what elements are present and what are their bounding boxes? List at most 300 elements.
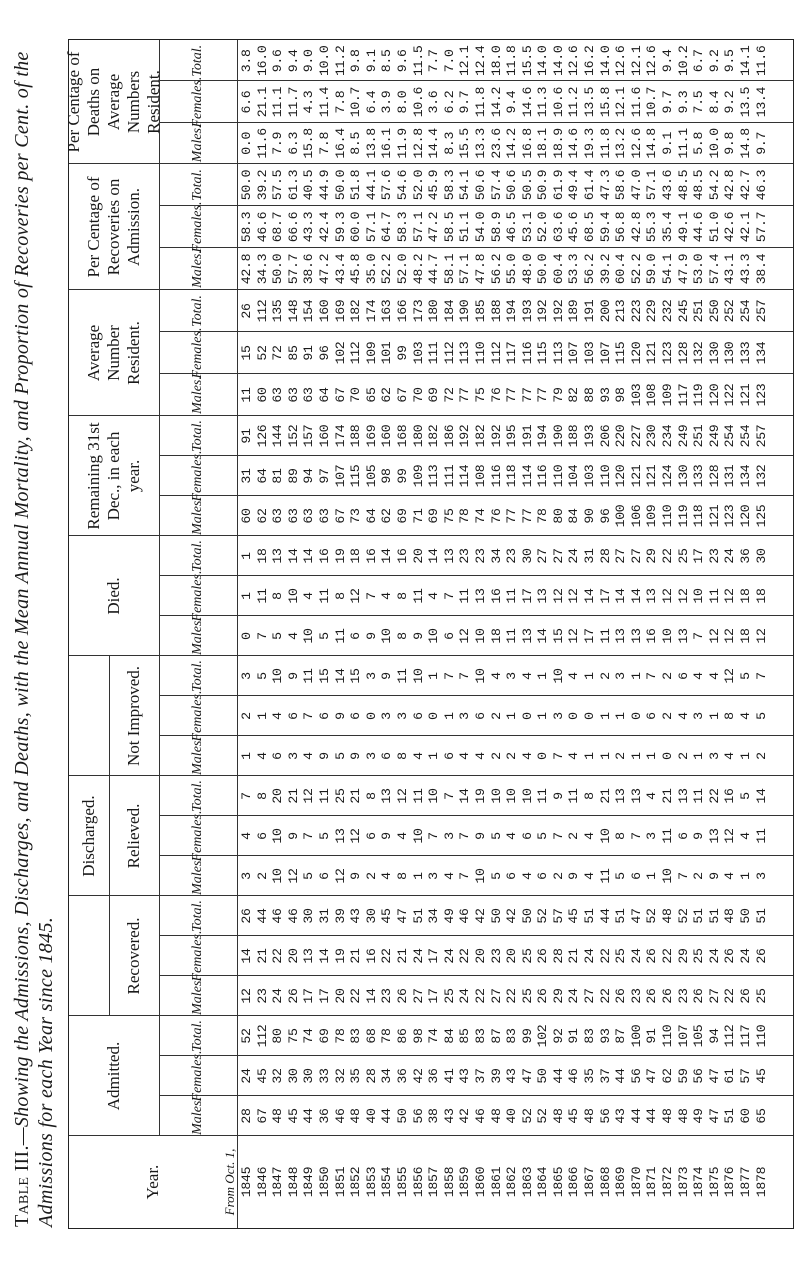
header-relieved: Relieved.: [124, 803, 143, 869]
table-cell: 43: [457, 1068, 473, 1084]
table-cell: 27: [535, 548, 551, 564]
table-cell: 42: [504, 908, 520, 924]
subheader-females: Females.: [190, 327, 205, 379]
table-cell: 47: [394, 908, 410, 924]
table-cell: 125: [753, 504, 769, 528]
table-cell: 18.1: [535, 128, 551, 159]
table-cell: 105: [363, 464, 379, 488]
table-cell: 48: [582, 1108, 598, 1124]
table-cell: 9.7: [753, 131, 769, 155]
table-cell: 54.1: [457, 169, 473, 201]
table-cell: 75: [441, 508, 457, 524]
subheader-total: Total.: [190, 780, 205, 812]
table-cell: 52: [254, 345, 270, 361]
table-cell: 108: [472, 464, 488, 488]
table-cell: 52: [675, 908, 691, 924]
table-cell: 18: [348, 548, 364, 564]
table-cell: 9.4: [504, 90, 520, 114]
table-cell: 58.9: [488, 211, 504, 243]
table-cell: 220: [613, 424, 629, 448]
table-cell: 46.5: [504, 211, 520, 243]
table-cell: 113: [550, 341, 566, 365]
table-cell: 52: [519, 1108, 535, 1124]
column-ni-t: [239, 656, 789, 696]
table-cell: 7: [239, 792, 254, 800]
table-cell: 160: [316, 424, 332, 448]
table-cell: 116: [535, 464, 551, 488]
table-cell: 25: [519, 948, 535, 964]
table-cell: 77: [457, 387, 473, 403]
table-cell: 133: [738, 341, 753, 365]
table-cell: 91: [239, 428, 254, 444]
table-cell: 120: [628, 341, 644, 365]
table-cell: 8: [254, 792, 270, 800]
table-cell: 12.6: [566, 45, 582, 76]
table-cell: 13: [270, 548, 286, 564]
year-cell: 1846: [254, 1166, 270, 1198]
table-cell: 10: [472, 628, 488, 644]
table-cell: 76: [488, 387, 504, 403]
table-cell: 73: [348, 508, 364, 524]
table-caption: [10, 37, 58, 1227]
table-cell: 30: [363, 908, 379, 924]
table-cell: 22: [722, 988, 738, 1004]
table-cell: 14.2: [488, 86, 504, 118]
table-cell: 121: [738, 383, 753, 407]
table-cell: 24: [410, 948, 426, 964]
table-cell: 77: [519, 387, 535, 403]
table-cell: 154: [301, 299, 317, 323]
table-cell: 81: [270, 468, 286, 484]
year-cell: 1855: [394, 1166, 410, 1198]
table-cell: 27: [628, 548, 644, 564]
table-cell: 39: [332, 908, 348, 924]
header-admitted: Admitted.: [104, 1041, 123, 1111]
table-cell: 8.4: [706, 90, 722, 114]
table-cell: 78: [457, 508, 473, 524]
table-cell: 0: [660, 752, 676, 760]
table-cell: 9.7: [660, 90, 676, 114]
table-cell: 16: [316, 548, 332, 564]
table-cell: 168: [394, 424, 410, 448]
table-cell: 114: [519, 464, 535, 488]
table-cell: 252: [722, 299, 738, 323]
table-cell: 193: [582, 424, 598, 448]
table-cell: 77: [504, 508, 520, 524]
subheader-males: Males.: [190, 250, 205, 288]
table-cell: 26: [613, 988, 629, 1004]
table-cell: 50.5: [519, 169, 535, 201]
table-cell: 7: [691, 632, 707, 640]
column-rec-f: [239, 936, 789, 976]
table-cell: 1: [582, 752, 598, 760]
table-cell: 50: [488, 908, 504, 924]
table-cell: 49.4: [566, 169, 582, 201]
table-cell: 24: [566, 548, 582, 564]
table-cell: 192: [457, 424, 473, 448]
table-cell: 11: [706, 588, 722, 604]
table-cell: 4: [379, 592, 395, 600]
table-cell: 13: [441, 548, 457, 564]
table-cell: 38: [426, 1108, 442, 1124]
table-cell: 7: [441, 592, 457, 600]
table-cell: 110: [550, 464, 566, 488]
table-cell: 23: [675, 988, 691, 1004]
table-cell: 89: [285, 468, 301, 484]
table-cell: 14.2: [504, 128, 520, 159]
table-cell: 22: [660, 548, 676, 564]
table-cell: 9: [706, 872, 722, 880]
table-cell: 93: [597, 387, 613, 403]
table-cell: 191: [519, 424, 535, 448]
table-cell: 194: [504, 299, 520, 323]
table-cell: 6.7: [691, 49, 707, 73]
table-cell: 9.2: [706, 49, 722, 73]
table-cell: 26: [691, 988, 707, 1004]
table-cell: 47.9: [675, 253, 691, 285]
table-cell: 34: [426, 908, 442, 924]
table-cell: 47.2: [426, 211, 442, 243]
table-cell: 18.9: [550, 128, 566, 159]
table-cell: 123: [660, 341, 676, 365]
table-cell: 103: [582, 464, 598, 488]
table-cell: 57.7: [285, 253, 301, 285]
table-cell: 46.3: [753, 169, 769, 201]
table-cell: 54.2: [706, 169, 722, 201]
table-cell: 46: [270, 908, 286, 924]
table-cell: 110: [597, 464, 613, 488]
table-cell: 18: [254, 548, 270, 564]
table-cell: 25: [332, 788, 348, 804]
table-cell: 102: [332, 341, 348, 365]
table-cell: 119: [675, 504, 691, 528]
table-cell: 9: [285, 672, 301, 680]
table-cell: 63: [316, 508, 332, 524]
table-cell: 169: [332, 299, 348, 323]
table-cell: 10: [379, 628, 395, 644]
table-cell: 10: [426, 788, 442, 804]
table-cell: 254: [738, 299, 753, 323]
table-cell: 186: [441, 424, 457, 448]
year-cell: 1867: [582, 1166, 598, 1198]
table-cell: 24: [441, 948, 457, 964]
table-cell: 6: [348, 712, 364, 720]
table-cell: 111: [441, 464, 457, 488]
table-cell: 58.3: [394, 211, 410, 243]
table-cell: 13: [628, 628, 644, 644]
table-cell: 2: [488, 712, 504, 720]
table-cell: 15.8: [301, 128, 317, 159]
table-cell: 14.0: [535, 45, 551, 76]
table-cell: 132: [691, 341, 707, 365]
table-cell: 10: [301, 628, 317, 644]
table-cell: 6: [675, 672, 691, 680]
table-cell: 91: [644, 1028, 660, 1044]
table-cell: 52: [239, 1028, 254, 1044]
table-cell: 49.1: [675, 211, 691, 243]
table-cell: 6: [316, 712, 332, 720]
table-cell: 48: [550, 1108, 566, 1124]
table-cell: 10.6: [410, 86, 426, 118]
table-cell: 27: [410, 988, 426, 1004]
table-cell: 14: [332, 668, 348, 684]
table-cell: 48.0: [519, 253, 535, 285]
table-cell: 39: [488, 1068, 504, 1084]
table-cell: 43: [441, 1108, 457, 1124]
subcolumn-rule: [159, 205, 793, 206]
year-cell: 1850: [316, 1166, 332, 1198]
table-cell: 11.8: [597, 128, 613, 159]
table-cell: 1: [239, 552, 254, 560]
table-cell: 17: [519, 588, 535, 604]
table-cell: 58.3: [239, 211, 254, 243]
table-cell: 3: [285, 752, 301, 760]
table-cell: 50: [535, 1068, 551, 1084]
table-cell: 17: [426, 948, 442, 964]
table-cell: 0.0: [239, 131, 254, 155]
table-cell: 59.3: [332, 211, 348, 243]
table-cell: 118: [691, 504, 707, 528]
table-cell: 12: [566, 588, 582, 604]
table-cell: 6: [472, 712, 488, 720]
table-cell: 9.8: [348, 49, 364, 73]
column-rel-f: [239, 816, 789, 856]
table-cell: 14: [363, 988, 379, 1004]
subcolumn-rule: [159, 735, 793, 736]
table-cell: 107: [675, 1024, 691, 1048]
table-cell: 7: [441, 672, 457, 680]
table-cell: 51.1: [457, 211, 473, 243]
table-cell: 96: [597, 508, 613, 524]
table-cell: 53.1: [519, 211, 535, 243]
table-cell: 11.6: [254, 128, 270, 159]
table-cell: 160: [379, 424, 395, 448]
table-cell: 30: [753, 548, 769, 564]
table-cell: 11: [597, 628, 613, 644]
table-cell: 69: [394, 508, 410, 524]
table-cell: 48: [675, 1108, 691, 1124]
table-cell: 5: [301, 872, 317, 880]
table-cell: 93: [597, 1028, 613, 1044]
table-cell: 6.6: [239, 90, 254, 114]
year-cell: 1862: [504, 1166, 520, 1198]
subheader-females: Females.: [190, 1050, 205, 1102]
table-cell: 23: [628, 988, 644, 1004]
table-cell: 57.5: [270, 169, 286, 201]
table-cell: 28: [363, 1068, 379, 1084]
table-cell: 192: [535, 299, 551, 323]
table-cell: 8.5: [348, 131, 364, 155]
table-cell: 17: [316, 988, 332, 1004]
table-cell: 3: [426, 872, 442, 880]
table-cell: 6: [363, 832, 379, 840]
table-cell: 4: [566, 752, 582, 760]
table-cell: 51: [706, 908, 722, 924]
table-cell: 19: [472, 788, 488, 804]
table-cell: 21: [348, 788, 364, 804]
table-cell: 45: [285, 1108, 301, 1124]
table-cell: 21: [348, 948, 364, 964]
table-cell: 52: [535, 1108, 551, 1124]
table-cell: 10: [426, 628, 442, 644]
subheader-total: Total.: [190, 540, 205, 572]
table-cell: 11.7: [285, 86, 301, 118]
table-cell: 16.2: [582, 45, 598, 76]
subheader-females: Females.: [190, 690, 205, 742]
table-cell: 109: [410, 464, 426, 488]
table-cell: 14: [457, 788, 473, 804]
table-cell: 11: [691, 788, 707, 804]
table-cell: 4: [270, 712, 286, 720]
table-cell: 19: [332, 948, 348, 964]
table-cell: 20: [332, 988, 348, 1004]
table-cell: 184: [441, 299, 457, 323]
table-cell: 121: [644, 341, 660, 365]
table-cell: 18: [488, 628, 504, 644]
table-cell: 62: [379, 508, 395, 524]
table-cell: 13.2: [613, 128, 629, 159]
table-cell: 15: [348, 668, 364, 684]
table-cell: 24: [457, 988, 473, 1004]
table-cell: 9: [410, 632, 426, 640]
table-cell: 48: [660, 1108, 676, 1124]
table-cell: 44: [644, 1108, 660, 1124]
table-cell: 191: [582, 299, 598, 323]
table-cell: 43.4: [332, 253, 348, 285]
table-cell: 24: [239, 1068, 254, 1084]
table-cell: 14: [582, 588, 598, 604]
table-cell: 77: [519, 508, 535, 524]
table-cell: 4: [472, 752, 488, 760]
table-cell: 52.2: [628, 253, 644, 285]
table-cell: 5: [488, 832, 504, 840]
table-cell: 44.7: [426, 253, 442, 285]
table-cell: 1: [582, 672, 598, 680]
table-cell: 26: [722, 948, 738, 964]
table-cell: 7.0: [441, 49, 457, 73]
subheader-females: Females.: [190, 201, 205, 253]
table-cell: 0: [519, 712, 535, 720]
table-cell: 25: [675, 548, 691, 564]
table-cell: 1: [504, 712, 520, 720]
table-cell: 85: [457, 1028, 473, 1044]
table-cell: 10: [270, 668, 286, 684]
table-cell: 10: [660, 628, 676, 644]
table-cell: 47: [628, 908, 644, 924]
table-cell: 104: [566, 464, 582, 488]
table-cell: 48: [660, 908, 676, 924]
table-cell: 10.0: [706, 128, 722, 159]
table-cell: 254: [738, 424, 753, 448]
table-cell: 47.0: [628, 169, 644, 201]
table-cell: 4: [394, 832, 410, 840]
table-cell: 69: [426, 508, 442, 524]
subheader-total: Total.: [190, 1020, 205, 1052]
year-cell: 1852: [348, 1166, 364, 1198]
table-cell: 29: [644, 548, 660, 564]
column-ni-m: [239, 736, 789, 776]
subheader-total: Total.: [190, 900, 205, 932]
year-cell: 1871: [644, 1166, 660, 1198]
header-died: Died.: [104, 577, 123, 615]
table-cell: 112: [722, 1024, 738, 1048]
table-cell: 91: [566, 1028, 582, 1044]
table-cell: 50.0: [239, 169, 254, 201]
table-cell: 6: [535, 872, 551, 880]
table-cell: 80: [550, 508, 566, 524]
table-cell: 42.1: [738, 211, 753, 243]
header-discharged: Discharged.: [79, 795, 98, 877]
table-cell: 4: [519, 872, 535, 880]
table-cell: 63: [270, 508, 286, 524]
table-cell: 25: [691, 948, 707, 964]
table-cell: 109: [644, 504, 660, 528]
table-cell: 7: [457, 672, 473, 680]
table-cell: 13: [644, 588, 660, 604]
table-cell: 11: [597, 868, 613, 884]
table-cell: 190: [457, 299, 473, 323]
table-cell: 28: [239, 1108, 254, 1124]
table-cell: 245: [675, 299, 691, 323]
table-cell: 50: [394, 1108, 410, 1124]
table-cell: 6.3: [285, 131, 301, 155]
table-cell: 60: [254, 387, 270, 403]
table-cell: 48: [722, 908, 738, 924]
table-cell: 33: [316, 1068, 332, 1084]
table-cell: 12: [550, 588, 566, 604]
table-cell: 16.1: [379, 128, 395, 159]
table-cell: 2: [239, 712, 254, 720]
table-cell: 1: [738, 872, 753, 880]
table-cell: 9.2: [722, 90, 738, 114]
table-cell: 5: [270, 632, 286, 640]
table-cell: 11.3: [535, 86, 551, 118]
column-admitted-f: [239, 1056, 789, 1096]
table-cell: 50.6: [504, 169, 520, 201]
table-cell: 144: [270, 424, 286, 448]
table-cell: 6: [285, 712, 301, 720]
table-cell: 15: [239, 345, 254, 361]
table-cell: 22: [706, 788, 722, 804]
table-cell: 23: [457, 548, 473, 564]
table-cell: 3.6: [426, 90, 442, 114]
table-cell: 31: [316, 908, 332, 924]
table-cell: 21.1: [254, 86, 270, 118]
table-cell: 56.2: [488, 253, 504, 285]
table-cell: 11: [410, 788, 426, 804]
table-cell: 42.7: [738, 169, 753, 201]
table-cell: 4: [706, 672, 722, 680]
table-cell: 10.7: [644, 86, 660, 118]
table-cell: 90: [582, 508, 598, 524]
table-cell: 9.6: [270, 49, 286, 73]
table-cell: 55.3: [644, 211, 660, 243]
year-cell: 1851: [332, 1166, 348, 1198]
table-cell: 26: [239, 303, 254, 319]
table-cell: 10.7: [348, 86, 364, 118]
table-cell: 26: [660, 988, 676, 1004]
table-cell: 86: [394, 1028, 410, 1044]
table-cell: 3: [691, 712, 707, 720]
table-cell: 13: [613, 628, 629, 644]
table-cell: 43.3: [738, 253, 753, 285]
table-cell: 7: [301, 832, 317, 840]
table-cell: 24: [706, 948, 722, 964]
table-cell: 24: [738, 948, 753, 964]
table-cell: 14: [301, 548, 317, 564]
table-cell: 53.3: [566, 253, 582, 285]
table-cell: 195: [504, 424, 520, 448]
